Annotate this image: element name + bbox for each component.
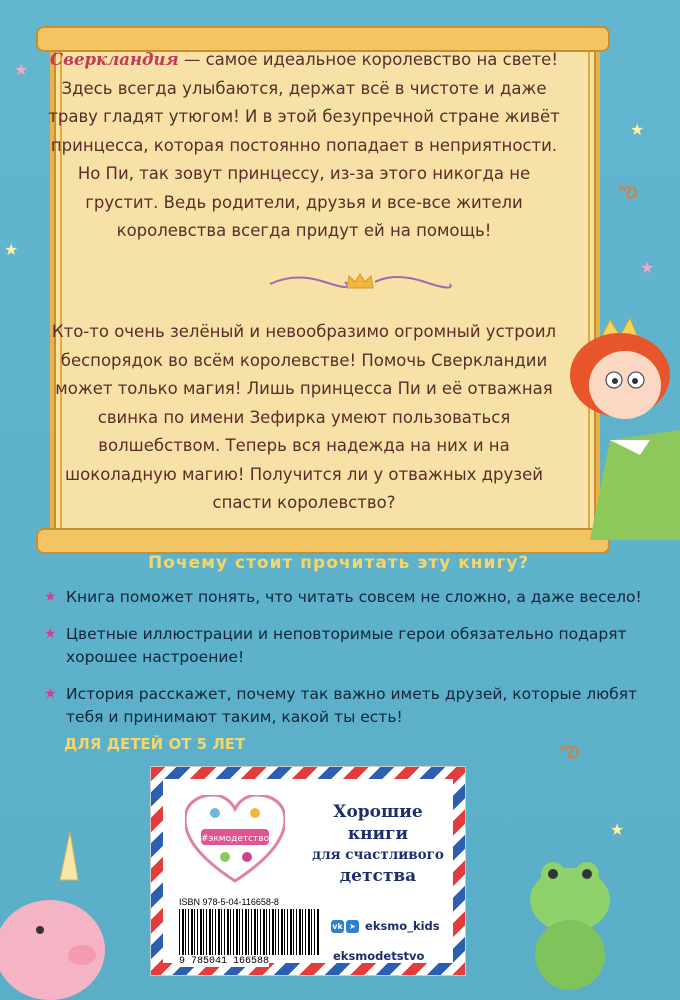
butterfly-icon: ఌ bbox=[560, 738, 580, 763]
princess-illustration bbox=[540, 300, 680, 540]
barcode bbox=[179, 909, 319, 955]
star-bullet-icon: ★ bbox=[44, 589, 57, 605]
isbn-label: ISBN 978-5-04-116658-8 bbox=[179, 897, 279, 907]
telegram-icon: ➤ bbox=[346, 920, 359, 933]
frog-illustration bbox=[515, 840, 625, 990]
crown-ornament-icon bbox=[265, 270, 455, 294]
star-bullet-icon: ★ bbox=[44, 686, 57, 702]
brand-name: Сверкландия bbox=[50, 50, 179, 69]
list-item: ★ Цветные иллюстрации и неповторимые герои обязательно подарят хорошее настроение! bbox=[44, 625, 627, 666]
vk-icon: vk bbox=[332, 922, 343, 931]
plot-paragraph: Кто-то очень зелёный и невообразимо огромный устроил беспорядок во всём королевстве! Помочь Сверкландии может только магия! Лишь принцесса Пи и её отважная свинка по имени Зефирка умеют пользоваться волшебством. Теперь вся надежда на них и на шоколадную магию! Получится ли у отважных друзей спасти королевство? bbox=[51, 322, 557, 512]
star-icon: ★ bbox=[640, 258, 655, 277]
why-read-title: Почему стоит прочитать эту книгу? bbox=[148, 553, 530, 573]
butterfly-icon: ఌ bbox=[618, 178, 638, 203]
hashtag-label: #экмодетство bbox=[200, 834, 270, 844]
card-slogan: Хорошие книги для счастливого детства bbox=[312, 802, 444, 886]
heart-logo-icon bbox=[185, 795, 285, 885]
social-handle-kids: vk ➤ eksmo_kids bbox=[332, 919, 440, 933]
reasons-list bbox=[44, 586, 664, 743]
card-body bbox=[163, 779, 453, 967]
list-item: ★ История расскажет, почему так важно иметь друзей, которые любят тебя и принимают таким, какой ты есть! bbox=[44, 685, 638, 726]
star-icon: ★ bbox=[630, 120, 645, 139]
list-item: ★ Книга поможет понять, что читать совсем не сложно, а даже весело! bbox=[44, 586, 664, 609]
star-icon: ★ bbox=[14, 60, 29, 79]
barcode-number: 9 785041 166588 bbox=[179, 956, 270, 967]
age-rating: ДЛЯ ДЕТЕЙ ОТ 5 ЛЕТ bbox=[64, 735, 246, 753]
intro-paragraph: Сверкландия — самое идеальное королевство на свете! Здесь всегда улыбаются, держат всё в чистоте и даже траву гладят утюгом! И в этой безупречной стране живёт принцесса, которая постоянно попадает в неприятности. Но Пи, так зовут принцессу, из-за этого никогда не грустит. Ведь родители, друзья и все-все жители королевства всегда придут ей на помощь! bbox=[48, 50, 560, 240]
publisher-card bbox=[150, 766, 466, 976]
star-bullet-icon: ★ bbox=[44, 626, 57, 642]
star-icon: ★ bbox=[610, 820, 625, 839]
star-icon: ★ bbox=[4, 240, 19, 259]
social-handle-detstvo: eksmodetstvo bbox=[333, 949, 425, 963]
scroll-roll-bottom bbox=[36, 528, 610, 554]
pig-illustration bbox=[0, 830, 110, 1000]
